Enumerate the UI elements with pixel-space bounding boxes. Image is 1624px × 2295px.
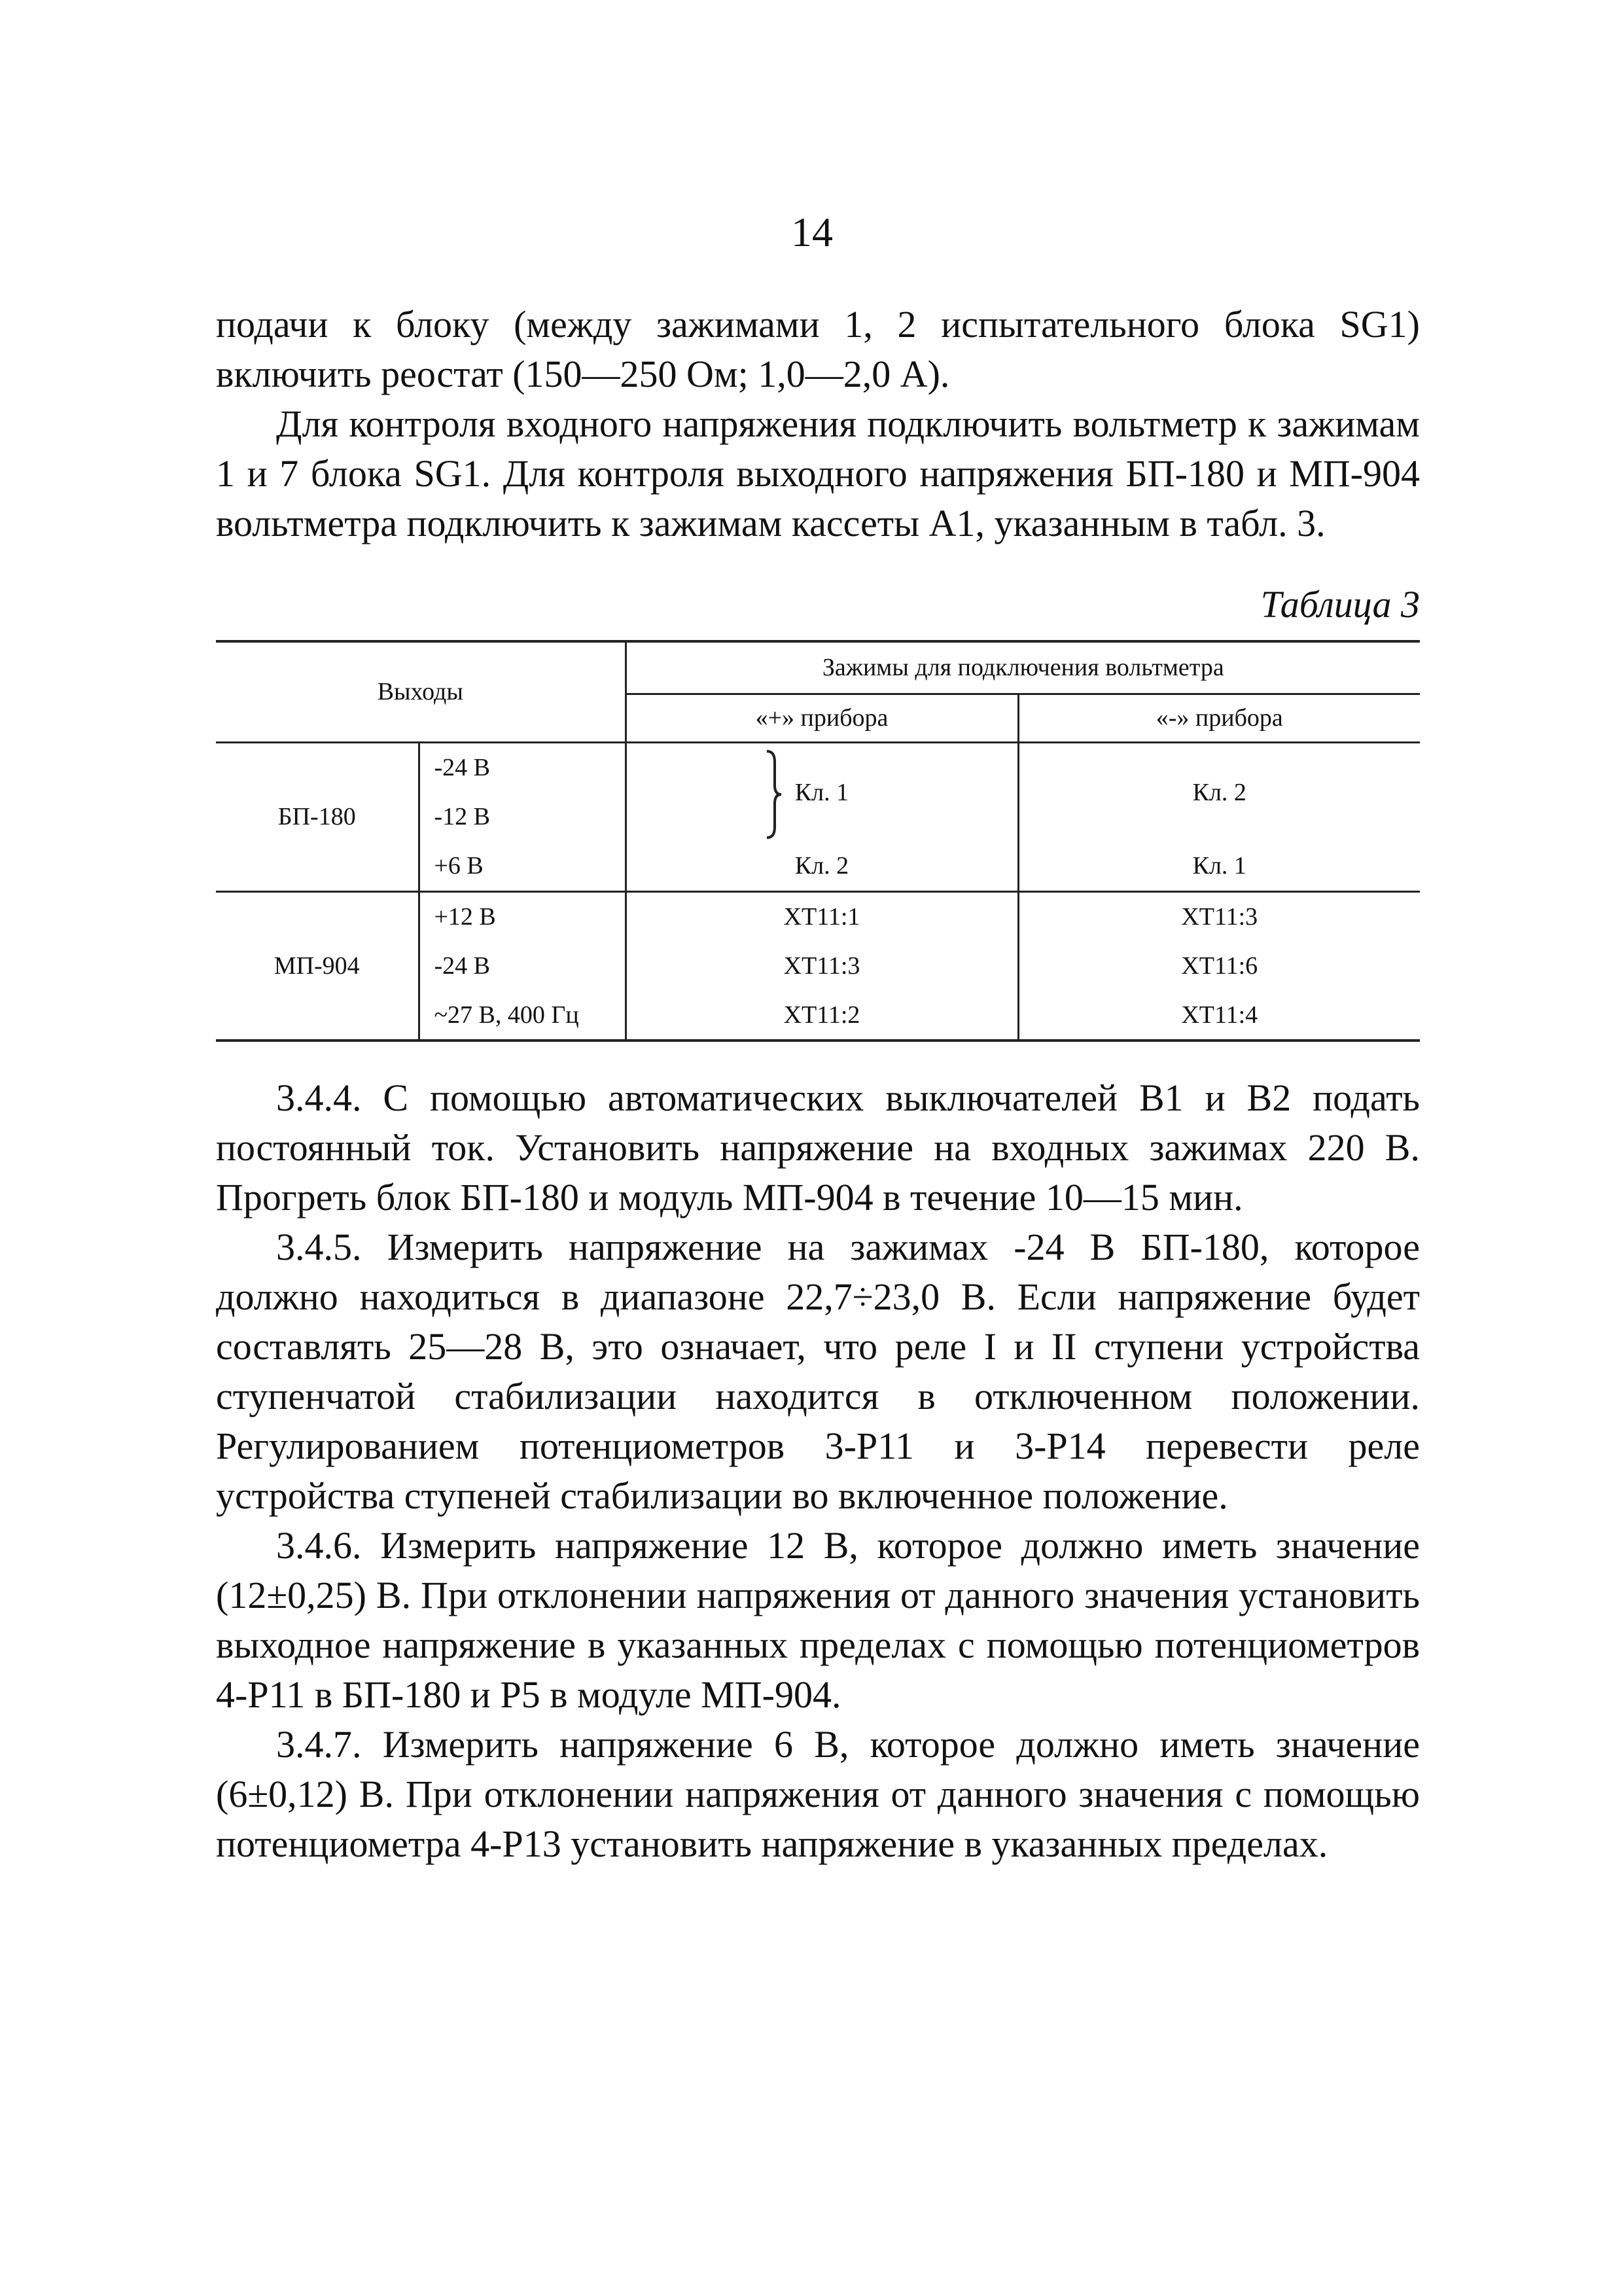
minus-cell: ХТ11:6: [1018, 941, 1420, 991]
table-caption: Таблица 3: [1260, 583, 1420, 626]
device-bp180: БП-180: [277, 803, 356, 830]
output-cell: -12 В: [419, 792, 626, 842]
section-3-4-5: 3.4.5. Измерить напряжение на зажимах -24 В БП-180, которое должно находиться в диапазоне 22,7÷23,0 В. Если напряжение будет составлять 25—28 В, это означает, что реле I и II ступени устройства ступенчатой стабилизации находится в отключенном положении. Регулированием потенциометров 3-Р11 и 3-Р14 перевести реле устройства ступеней стабилизации во включенное положение.: [216, 1226, 1421, 1517]
output-cell: -24 В: [419, 941, 626, 991]
intro-paragraph-1: подачи к блоку (между зажимами 1, 2 испытательного блока SG1) включить реостат (150—250 Ом; 1,0—2,0 А).: [216, 303, 1420, 395]
minus-cell: Кл. 1: [1018, 842, 1420, 891]
sections-text: [216, 1073, 1420, 1869]
output-cell: +6 В: [419, 842, 626, 891]
minus-cell: ХТ11:3: [1018, 891, 1420, 941]
curly-brace-icon: [764, 749, 784, 840]
header-terminals: Зажимы для подключения вольтметра: [626, 641, 1420, 694]
voltmeter-connection-table: [216, 640, 1420, 1042]
device-mp904: МП-904: [274, 952, 360, 980]
intro-text: [216, 300, 1420, 548]
header-outputs: Выходы: [377, 678, 463, 706]
header-plus: «+» прибора: [626, 694, 1018, 742]
intro-paragraph-2: Для контроля входного напряжения подключить вольтметр к зажимам 1 и 7 блока SG1. Для контроля выходного напряжения БП-180 и МП-904 вольтметра подключить к зажимам кассеты А1, указанным в табл. 3.: [216, 402, 1420, 544]
plus-cell: ХТ11:2: [626, 991, 1018, 1041]
output-cell: +12 В: [419, 891, 626, 941]
output-cell: -24 В: [419, 742, 626, 792]
plus-cell: ХТ11:3: [626, 941, 1018, 991]
plus-cell: ХТ11:1: [626, 891, 1018, 941]
page-number: 14: [791, 209, 833, 255]
minus-cell: ХТ11:4: [1018, 991, 1420, 1041]
minus-cell: Кл. 2: [1018, 742, 1420, 842]
section-3-4-6: 3.4.6. Измерить напряжение 12 В, которое должно иметь значение (12±0,25) В. При отклонении напряжения от данного значения установить выходное напряжение в указанных пределах с помощью потенциометров 4-Р11 в БП-180 и Р5 в модуле МП-904.: [216, 1524, 1420, 1716]
plus-cell: Кл. 2: [626, 842, 1018, 891]
header-minus: «-» прибора: [1018, 694, 1420, 742]
plus-cell: Кл. 1: [626, 742, 1018, 842]
section-3-4-4: 3.4.4. С помощью автоматических выключателей В1 и В2 подать постоянный ток. Установить напряжение на входных зажимах 220 В. Прогреть блок БП-180 и модуль МП-904 в течение 10—15 мин.: [216, 1076, 1421, 1219]
output-cell: ~27 В, 400 Гц: [419, 991, 626, 1041]
section-3-4-7: 3.4.7. Измерить напряжение 6 В, которое должно иметь значение (6±0,12) В. При отклонении напряжения от данного значения с помощью потенциометра 4-Р13 установить напряжение в указанных пределах.: [216, 1723, 1420, 1865]
